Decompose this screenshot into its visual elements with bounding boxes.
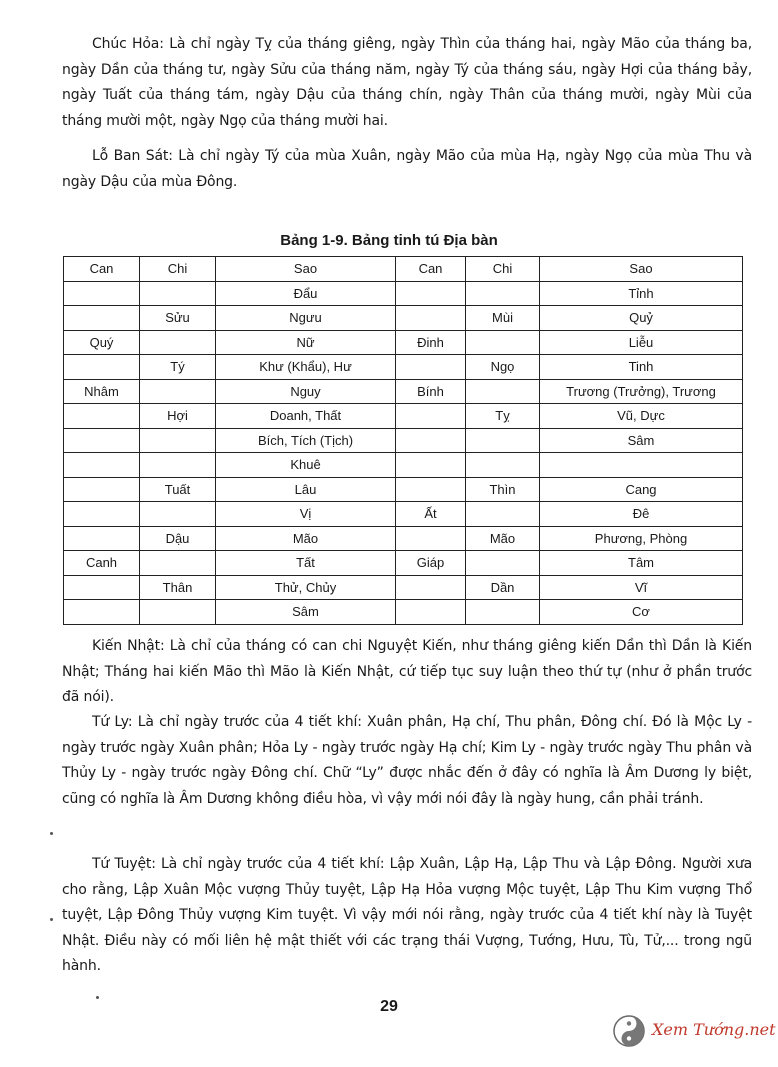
table-cell: Mão (216, 526, 396, 551)
page-number: 29 (380, 998, 398, 1015)
header-cell: Sao (540, 257, 743, 282)
scan-speck (50, 918, 53, 921)
table-cell: Khuê (216, 453, 396, 478)
table-cell: Bính (396, 379, 466, 404)
paragraph-kien-nhat: Kiến Nhật: Là chỉ của tháng có can chi Nguyệt Kiến, như tháng giêng kiến Dần thì Dần là Kiến Nhật; Tháng hai kiến Mão thì Mão là Kiến Nhật, cứ tiếp tục suy luận theo thứ tự (như ở phần trước đã nói). (62, 638, 752, 705)
table-cell: Sửu (140, 306, 216, 331)
table-row (64, 551, 743, 576)
table-cell (64, 477, 140, 502)
table-cell: Ngưu (216, 306, 396, 331)
table-row (64, 355, 743, 380)
table-cell (140, 379, 216, 404)
table-cell (140, 281, 216, 306)
paragraph-tu-ly: Tứ Ly: Là chỉ ngày trước của 4 tiết khí: Xuân phân, Hạ chí, Thu phân, Đông chí. Đó là Mộc Ly - ngày trước ngày Xuân phân; Hỏa Ly - ngày trước ngày Hạ chí; Kim Ly - ngày trước ngày Thu phân và Thủy Ly - ngày trước ngày Đông chí. Chữ “Ly” được nhắc đến ở đây có nghĩa là Âm Dương ly biệt, cũng có nghĩa là Âm Dương không điều hòa, vì vậy mới nói đây là ngày hung, cần phải tránh. (62, 714, 752, 807)
table-cell (466, 428, 540, 453)
table-row (64, 330, 743, 355)
table-cell: Tỉnh (540, 281, 743, 306)
table-cell: Vị (216, 502, 396, 527)
table-cell: Vũ, Dực (540, 404, 743, 429)
table-cell: Doanh, Thất (216, 404, 396, 429)
table-cell (396, 404, 466, 429)
table-cell (396, 281, 466, 306)
table-cell: Sâm (540, 428, 743, 453)
table-cell: Tâm (540, 551, 743, 576)
table-cell (466, 281, 540, 306)
table-cell: Thân (140, 575, 216, 600)
table-cell (466, 330, 540, 355)
table-cell: Đê (540, 502, 743, 527)
table-cell (396, 526, 466, 551)
table-cell (64, 428, 140, 453)
table-cell: Quý (64, 330, 140, 355)
table-cell: Đinh (396, 330, 466, 355)
header-cell: Chi (140, 257, 216, 282)
table-row (64, 600, 743, 625)
table-cell: Hợi (140, 404, 216, 429)
table-cell (396, 306, 466, 331)
paragraph-chuc-hoa: Chúc Hỏa: Là chỉ ngày Tỵ của tháng giêng, ngày Thìn của tháng hai, ngày Mão của tháng ba, ngày Dần của tháng tư, ngày Sửu của tháng năm, ngày Tý của tháng sáu, ngày Hợi của tháng bảy, ngày Tuất của tháng tám, ngày Dậu của tháng chín, ngày Thân của tháng mười, ngày Mùi của tháng mười một, ngày Ngọ của tháng mười hai. (62, 36, 752, 129)
header-cell: Can (64, 257, 140, 282)
table-cell (396, 477, 466, 502)
table-cell: Dậu (140, 526, 216, 551)
table-cell (396, 453, 466, 478)
table-cell: Tý (140, 355, 216, 380)
table-cell: Khư (Khẩu), Hư (216, 355, 396, 380)
table-cell (64, 600, 140, 625)
table-cell: Ất (396, 502, 466, 527)
table-cell (64, 502, 140, 527)
table-cell (64, 453, 140, 478)
paragraph-lo-ban-sat: Lỗ Ban Sát: Là chỉ ngày Tý của mùa Xuân, ngày Mão của mùa Hạ, ngày Ngọ của mùa Thu và ngày Dậu của mùa Đông. (62, 148, 752, 190)
table-cell: Tỵ (466, 404, 540, 429)
table-cell: Cơ (540, 600, 743, 625)
table-cell: Phương, Phòng (540, 526, 743, 551)
table-cell (396, 600, 466, 625)
table-row (64, 477, 743, 502)
table-cell: Quỷ (540, 306, 743, 331)
header-cell: Can (396, 257, 466, 282)
table-cell: Lâu (216, 477, 396, 502)
table-cell: Thử, Chủy (216, 575, 396, 600)
table-cell (466, 453, 540, 478)
paragraph-tu-tuyet: Tứ Tuyệt: Là chỉ ngày trước của 4 tiết khí: Lập Xuân, Lập Hạ, Lập Thu và Lập Đông. Người xưa cho rằng, Lập Xuân Mộc vượng Thủy tuyệt, Lập Hạ Hỏa vượng Mộc tuyệt, Lập Thu Kim vượng Thổ tuyệt, Lập Đông Thủy vượng Kim tuyệt. Vì vậy mới nói rằng, ngày trước của 4 tiết khí này là Tuyệt Nhật. Điều này có mối liên hệ mật thiết với các trạng thái Vượng, Tướng, Hưu, Tù, Tử,... trong ngũ hành. (62, 856, 752, 974)
table-cell: Sâm (216, 600, 396, 625)
table-cell: Liễu (540, 330, 743, 355)
table-cell (466, 551, 540, 576)
table-cell (64, 575, 140, 600)
table-cell: Đẩu (216, 281, 396, 306)
table-cell (64, 526, 140, 551)
table-body (64, 257, 743, 625)
table-cell: Tất (216, 551, 396, 576)
table-cell (140, 551, 216, 576)
scan-speck (50, 832, 53, 835)
table-cell (140, 428, 216, 453)
table-cell (140, 600, 216, 625)
table-cell: Mùi (466, 306, 540, 331)
table-cell: Tinh (540, 355, 743, 380)
table-cell: Giáp (396, 551, 466, 576)
header-cell: Sao (216, 257, 396, 282)
table-header-row (64, 257, 743, 282)
table-cell (140, 502, 216, 527)
watermark-logo (612, 1012, 776, 1052)
watermark-text: Xem Tướng.net (652, 1020, 776, 1039)
yin-yang-icon (612, 1014, 646, 1048)
table-cell (64, 355, 140, 380)
table-cell (396, 575, 466, 600)
table-cell: Ngọ (466, 355, 540, 380)
table-cell (140, 453, 216, 478)
table-cell: Canh (64, 551, 140, 576)
table-cell (466, 379, 540, 404)
table-cell: Dần (466, 575, 540, 600)
table-caption: Bảng 1-9. Bảng tinh tú Địa bàn (280, 232, 498, 249)
table-cell: Tuất (140, 477, 216, 502)
table-cell (540, 453, 743, 478)
table-cell (64, 281, 140, 306)
table-row (64, 575, 743, 600)
table-cell (396, 428, 466, 453)
table-row (64, 428, 743, 453)
header-cell: Chi (466, 257, 540, 282)
table-row (64, 502, 743, 527)
table-cell (140, 330, 216, 355)
star-table (63, 256, 743, 625)
table-cell: Nữ (216, 330, 396, 355)
table-row (64, 306, 743, 331)
table-row (64, 526, 743, 551)
table-row (64, 281, 743, 306)
table-cell (466, 600, 540, 625)
table-cell: Nhâm (64, 379, 140, 404)
table-cell: Vĩ (540, 575, 743, 600)
table-cell: Nguy (216, 379, 396, 404)
table-row (64, 404, 743, 429)
table-cell: Trương (Trưởng), Trương (540, 379, 743, 404)
table-row (64, 379, 743, 404)
table-cell (396, 355, 466, 380)
table-cell: Cang (540, 477, 743, 502)
table-cell: Bích, Tích (Tịch) (216, 428, 396, 453)
table-cell (64, 404, 140, 429)
table-cell: Thìn (466, 477, 540, 502)
table-cell (466, 502, 540, 527)
table-cell: Mão (466, 526, 540, 551)
table-row (64, 453, 743, 478)
table-cell (64, 306, 140, 331)
